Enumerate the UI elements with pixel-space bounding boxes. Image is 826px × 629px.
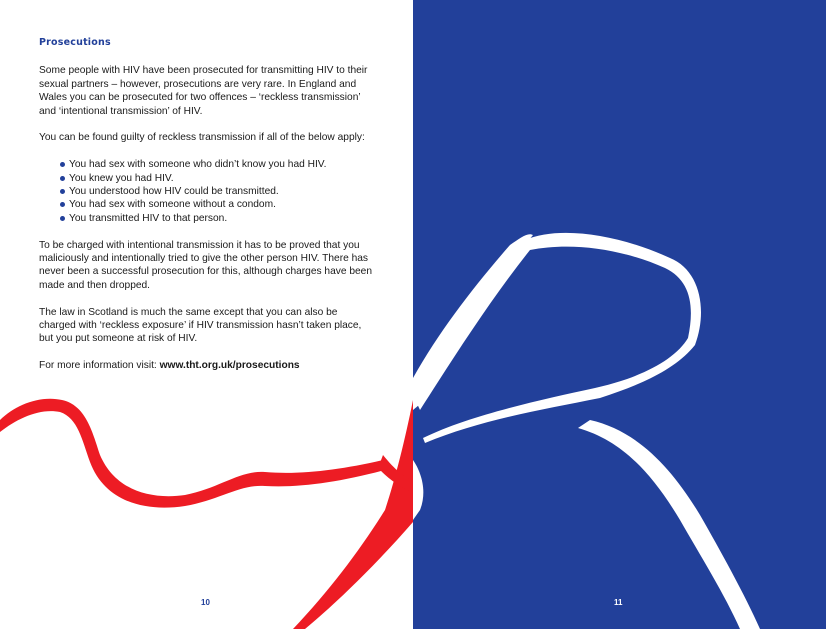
prosecutions-link[interactable]: www.tht.org.uk/prosecutions bbox=[159, 360, 300, 372]
more-info-paragraph bbox=[39, 359, 374, 372]
scotland-paragraph: The law in Scotland is much the same except that you can also be charged with ‘reckless exposure’ if HIV transmission hasn’t taken place, but you put someone at risk of HIV. bbox=[39, 306, 362, 345]
red-ribbon bbox=[0, 399, 413, 629]
more-info-label: For more information visit: bbox=[39, 360, 160, 372]
list-item: You understood how HIV could be transmitted. bbox=[60, 185, 374, 198]
list-item: You had sex with someone without a condom. bbox=[60, 198, 374, 211]
page-10-content bbox=[39, 36, 374, 386]
intentional-paragraph: To be charged with intentional transmission it has to be proved that you maliciously and intentionally tried to give the other person HIV. There has never been a successful prosecution for this, although charges have been made and then dropped. bbox=[39, 239, 373, 291]
list-item: You knew you had HIV. bbox=[60, 172, 374, 185]
page-number-left: 10 bbox=[201, 598, 210, 607]
page-heading: Prosecutions bbox=[39, 37, 111, 48]
list-item: You transmitted HIV to that person. bbox=[60, 212, 374, 225]
page-number-right: 11 bbox=[614, 598, 623, 607]
list-item: You had sex with someone who didn’t know you had HIV. bbox=[60, 158, 374, 171]
guilty-intro-paragraph: You can be found guilty of reckless transmission if all of the below apply: bbox=[39, 132, 365, 144]
intro-paragraph: Some people with HIV have been prosecuted for transmitting HIV to their sexual partners – however, prosecutions are very rare. In England and Wales you can be prosecuted for two offences – ‘reckless transmission’ and ‘intentional transmission’ of HIV. bbox=[39, 65, 368, 117]
conditions-list bbox=[39, 158, 374, 225]
white-ribbon bbox=[413, 233, 760, 629]
